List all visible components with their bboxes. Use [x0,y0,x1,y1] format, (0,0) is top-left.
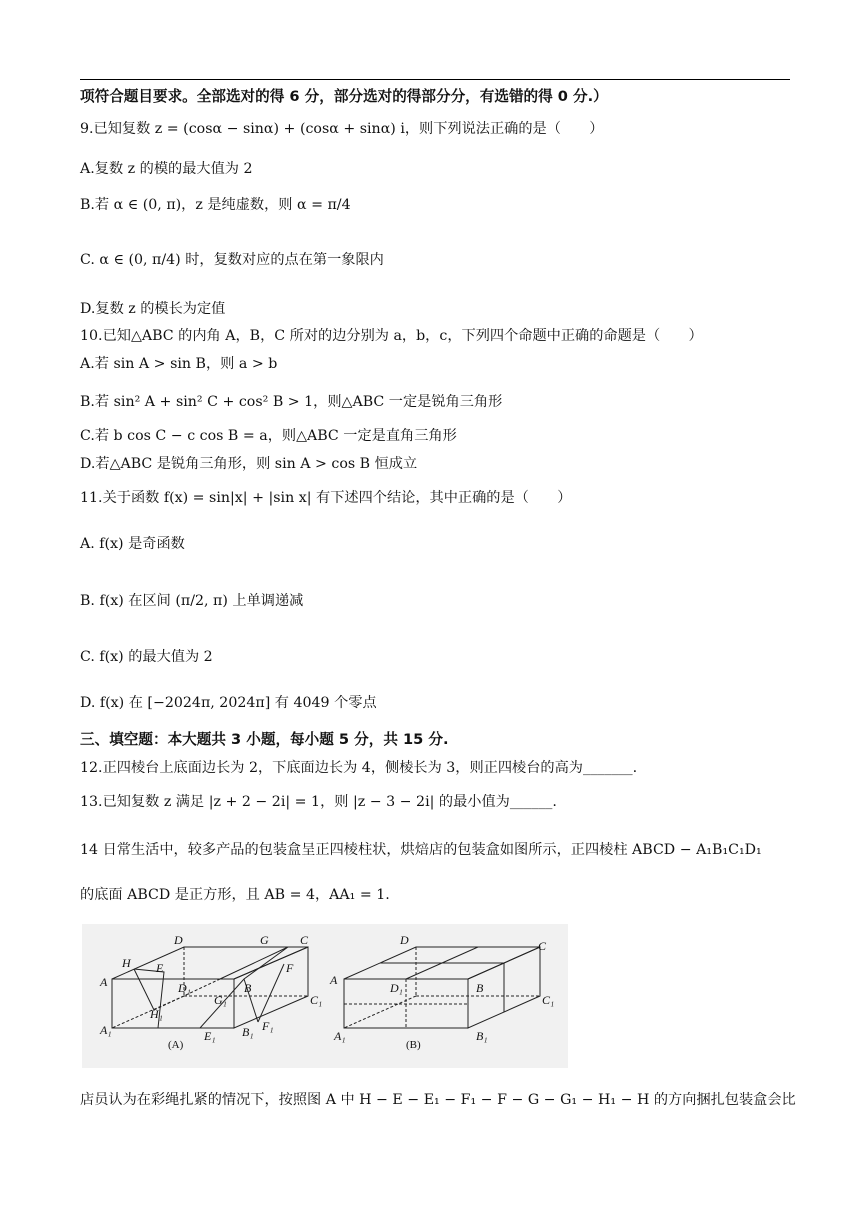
q14-line2: 的底面 ABCD 是正方形，且 AB = 4，AA₁ = 1. [80,887,390,903]
figure-a-labels [99,933,322,1043]
q10-option-b: B.若 sin² A + sin² C + cos² B > 1，则△ABC 一定是锐角三角形 [80,394,503,410]
q11-option-a: A. f(x) 是奇函数 [80,536,185,552]
svg-text:E: E [156,961,164,975]
figure-a-box [112,947,308,1028]
svg-text:F: F [286,961,294,975]
svg-text:C₁: C₁ [542,993,555,1007]
svg-text:A₁: A₁ [100,1023,112,1037]
svg-text:C₁: C₁ [310,993,323,1007]
q11-option-b: B. f(x) 在区间 (π/2, π) 上单调递减 [80,593,304,609]
svg-text:A₁: A₁ [334,1029,346,1043]
figure-b-box [344,947,540,1028]
q12: 12.正四棱台上底面边长为 2，下底面边长为 4，侧棱长为 3，则正四棱台的高为_______. [80,760,638,776]
q10-option-d: D.若△ABC 是锐角三角形，则 sin A > cos B 恒成立 [80,456,418,472]
q11-stem: 11.关于函数 f(x) = sin|x| + |sin x| 有下述四个结论，其中正确的是（ ） [80,490,572,506]
svg-text:F₁: F₁ [262,1019,274,1033]
q9-option-b: B.若 α ∈ (0, π)，z 是纯虚数，则 α = π/4 [80,197,351,213]
figure-b-caption: (B) [406,1039,421,1051]
figure-b-labels [329,933,554,1043]
svg-text:B₁: B₁ [476,1029,488,1043]
q14-line1: 14 日常生活中，较多产品的包装盒呈正四棱柱状，烘焙店的包装盒如图所示，正四棱柱 ABCD − A₁B₁C₁D₁ [80,842,762,858]
section3-title: 三、填空题：本大题共 3 小题，每小题 5 分，共 15 分. [80,731,449,748]
svg-text:C: C [300,933,309,947]
box-diagrams-svg [82,924,568,1068]
q9-option-c: C. α ∈ (0, π/4) 时，复数对应的点在第一象限内 [80,252,384,268]
q14-line3: 店员认为在彩绳扎紧的情况下，按照图 A 中 H − E − E₁ − F₁ − F − G − G₁ − H₁ − H 的方向捆扎包装盒会比 [80,1092,796,1108]
svg-text:D: D [174,933,183,947]
q10-stem: 10.已知△ABC 的内角 A，B，C 所对的边分别为 a，b，c，下列四个命题中正确的命题是（ ） [80,328,703,344]
q10-option-c: C.若 b cos C − c cos B = a，则△ABC 一定是直角三角形 [80,428,457,444]
q11-option-d: D. f(x) 在 [−2024π, 2024π] 有 4049 个零点 [80,695,377,711]
q9-stem: 9.已知复数 z = (cosα − sinα) + (cosα + sinα) i，则下列说法正确的是（ ） [80,121,604,137]
q11-option-c: C. f(x) 的最大值为 2 [80,649,213,665]
q9-option-d: D.复数 z 的模长为定值 [80,301,226,317]
svg-text:G₁: G₁ [214,993,227,1007]
svg-text:H₁: H₁ [150,1007,163,1021]
svg-text:D₁: D₁ [178,981,191,995]
svg-text:B₁: B₁ [242,1025,254,1039]
q9-option-a: A.复数 z 的模的最大值为 2 [80,161,253,177]
figure-a-caption: (A) [168,1039,184,1051]
svg-text:D₁: D₁ [390,981,403,995]
svg-text:D: D [400,933,409,947]
svg-text:A: A [330,973,338,987]
svg-text:G: G [260,933,269,947]
header-note: 项符合题目要求。全部选对的得 6 分，部分选对的得部分分，有选错的得 0 分.） [80,88,608,105]
top-rule [80,79,790,80]
q10-option-a: A.若 sin A > sin B，则 a > b [80,356,278,372]
packaging-box-figure [82,924,568,1068]
svg-text:B: B [476,981,484,995]
svg-text:B: B [244,981,252,995]
svg-text:A: A [100,975,108,989]
svg-text:H: H [122,956,131,970]
svg-text:E₁: E₁ [204,1029,216,1043]
svg-text:C: C [538,939,547,953]
q13: 13.已知复数 z 满足 |z + 2 − 2i| = 1，则 |z − 3 − 2i| 的最小值为______. [80,794,557,810]
